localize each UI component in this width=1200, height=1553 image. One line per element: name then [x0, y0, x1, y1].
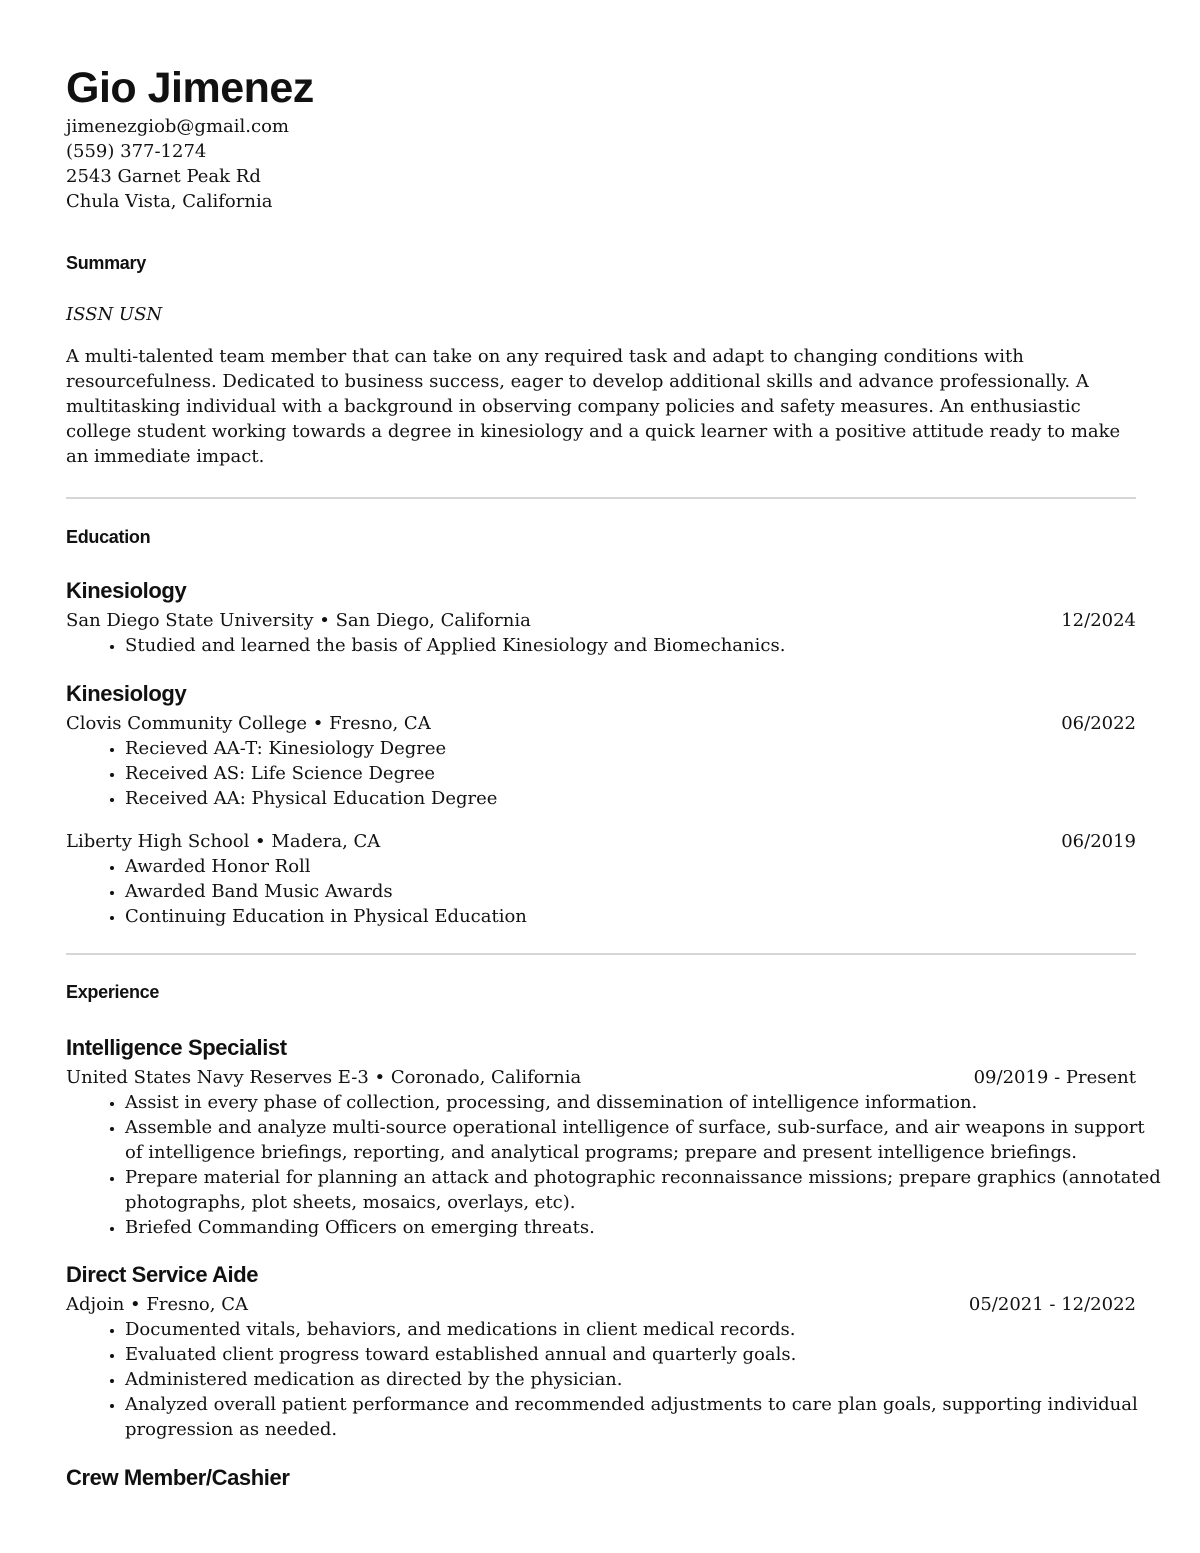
list-item: • Received AA: Physical Education Degree — [125, 786, 1165, 811]
job-title: Crew Member/Cashier — [66, 1465, 290, 1490]
date: 12/2024 — [1061, 610, 1136, 631]
bullet-list — [100, 1090, 1165, 1240]
education-row — [66, 608, 1136, 633]
list-item: • Awarded Honor Roll — [125, 854, 1165, 879]
bullet-list — [100, 1317, 1165, 1442]
summary-heading: Summary — [66, 253, 146, 273]
phone: (559) 377-1274 — [66, 141, 207, 162]
job-title: Intelligence Specialist — [66, 1035, 287, 1060]
date-range: 09/2019 - Present — [973, 1067, 1136, 1088]
employer: Adjoin • Fresno, CA — [66, 1294, 248, 1315]
email: jimenezgiob@gmail.com — [66, 116, 289, 137]
bullet-list — [100, 854, 1165, 929]
list-item: • Assemble and analyze multi-source operational intelligence of surface, sub-surface, and air weapons in support of intelligence briefings, reporting, and analytical programs; prepare and present intelligence briefings. — [125, 1115, 1165, 1165]
education-title: Kinesiology — [66, 681, 187, 706]
date: 06/2019 — [1061, 831, 1136, 852]
list-item: • Analyzed overall patient performance and recommended adjustments to care plan goals, supporting individual progression as needed. — [125, 1392, 1165, 1442]
job-row — [66, 1065, 1136, 1090]
summary-subtitle: ISSN USN — [66, 304, 163, 325]
bullet-list — [100, 736, 1165, 811]
bullet-list — [100, 633, 1165, 658]
date-range: 05/2021 - 12/2022 — [968, 1294, 1136, 1315]
candidate-name: Gio Jimenez — [66, 64, 314, 112]
institution: Liberty High School • Madera, CA — [66, 831, 381, 852]
section-divider — [66, 497, 1136, 499]
city-state: Chula Vista, California — [66, 191, 273, 212]
list-item: • Briefed Commanding Officers on emerging threats. — [125, 1215, 1165, 1240]
list-item: • Continuing Education in Physical Education — [125, 904, 1165, 929]
list-item: • Awarded Band Music Awards — [125, 879, 1165, 904]
job-title: Direct Service Aide — [66, 1262, 259, 1287]
summary-text: A multi-talented team member that can take on any required task and adapt to changing conditions with resourcefulness. Dedicated to business success, eager to develop additional skills and advance professionally. A multitasking individual with a background in observing company policies and safety measures. An enthusiastic college student working towards a degree in kinesiology and a quick learner with a positive attitude ready to make an immediate impact. — [66, 346, 1121, 467]
employer: United States Navy Reserves E-3 • Coronado, California — [66, 1067, 582, 1088]
institution: Clovis Community College • Fresno, CA — [66, 713, 431, 734]
education-title: Kinesiology — [66, 578, 187, 603]
list-item: • Studied and learned the basis of Applied Kinesiology and Biomechanics. — [125, 633, 1165, 658]
education-row — [66, 829, 1136, 854]
list-item: • Evaluated client progress toward established annual and quarterly goals. — [125, 1342, 1165, 1367]
date: 06/2022 — [1061, 713, 1136, 734]
list-item: • Received AS: Life Science Degree — [125, 761, 1165, 786]
list-item: • Documented vitals, behaviors, and medications in client medical records. — [125, 1317, 1165, 1342]
education-row — [66, 711, 1136, 736]
list-item: • Administered medication as directed by the physician. — [125, 1367, 1165, 1392]
institution: San Diego State University • San Diego, California — [66, 610, 531, 631]
job-row — [66, 1292, 1136, 1317]
street-address: 2543 Garnet Peak Rd — [66, 166, 261, 187]
list-item: • Assist in every phase of collection, processing, and dissemination of intelligence information. — [125, 1090, 1165, 1115]
education-heading: Education — [66, 527, 151, 547]
contact-block — [66, 114, 289, 214]
list-item: • Prepare material for planning an attack and photographic reconnaissance missions; prepare graphics (annotated photographs, plot sheets, mosaics, overlays, etc). — [125, 1165, 1165, 1215]
experience-heading: Experience — [66, 982, 160, 1002]
section-divider — [66, 953, 1136, 955]
list-item: • Recieved AA-T: Kinesiology Degree — [125, 736, 1165, 761]
